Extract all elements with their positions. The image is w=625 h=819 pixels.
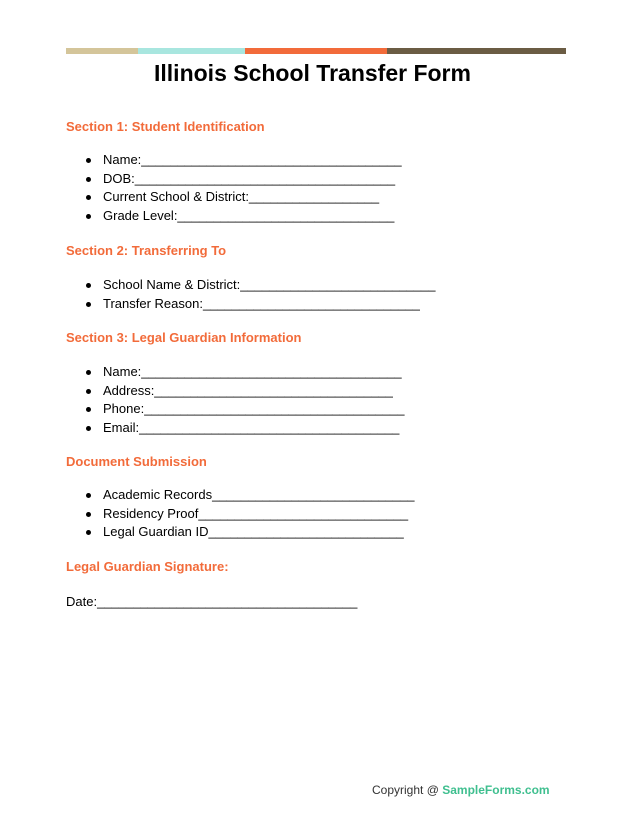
field-guardian-name[interactable]: Name:____________________________________ — [66, 363, 404, 382]
field-student-dob[interactable]: DOB:____________________________________ — [66, 170, 402, 189]
field-new-school-name-district[interactable]: School Name & District:___________________________ — [66, 276, 435, 295]
header-color-bar — [66, 48, 566, 54]
field-transfer-reason[interactable]: Transfer Reason:______________________________ — [66, 295, 435, 314]
section-heading-transferring-to: Section 2: Transferring To — [66, 243, 227, 258]
section-heading-legal-guardian-information: Section 3: Legal Guardian Information — [66, 330, 302, 345]
document-submission-list — [66, 486, 415, 542]
field-grade-level[interactable]: Grade Level:______________________________ — [66, 207, 402, 226]
color-bar-segment-brown — [387, 48, 566, 54]
student-identification-list — [66, 151, 402, 225]
section-heading-legal-guardian-signature: Legal Guardian Signature: — [66, 559, 229, 574]
field-residency-proof[interactable]: Residency Proof_____________________________ — [66, 505, 415, 524]
field-legal-guardian-id[interactable]: Legal Guardian ID___________________________ — [66, 523, 415, 542]
color-bar-segment-teal — [138, 48, 245, 54]
field-guardian-phone[interactable]: Phone:____________________________________ — [66, 400, 404, 419]
field-date[interactable]: Date:____________________________________ — [66, 594, 358, 609]
legal-guardian-information-list — [66, 363, 404, 437]
field-guardian-email[interactable]: Email:____________________________________ — [66, 419, 404, 438]
footer-copyright — [372, 783, 550, 797]
color-bar-segment-tan — [66, 48, 138, 54]
page-title: Illinois School Transfer Form — [154, 60, 471, 86]
footer-brand-link[interactable]: SampleForms.com — [442, 783, 550, 797]
field-guardian-address[interactable]: Address:_________________________________ — [66, 382, 404, 401]
field-student-name[interactable]: Name:____________________________________ — [66, 151, 402, 170]
color-bar-segment-orange — [245, 48, 387, 54]
transferring-to-list — [66, 276, 435, 313]
field-academic-records[interactable]: Academic Records____________________________ — [66, 486, 415, 505]
section-heading-document-submission: Document Submission — [66, 454, 207, 469]
field-current-school-district[interactable]: Current School & District:__________________ — [66, 188, 402, 207]
section-heading-student-identification: Section 1: Student Identification — [66, 119, 265, 134]
footer-copyright-text: Copyright @ — [372, 783, 443, 797]
